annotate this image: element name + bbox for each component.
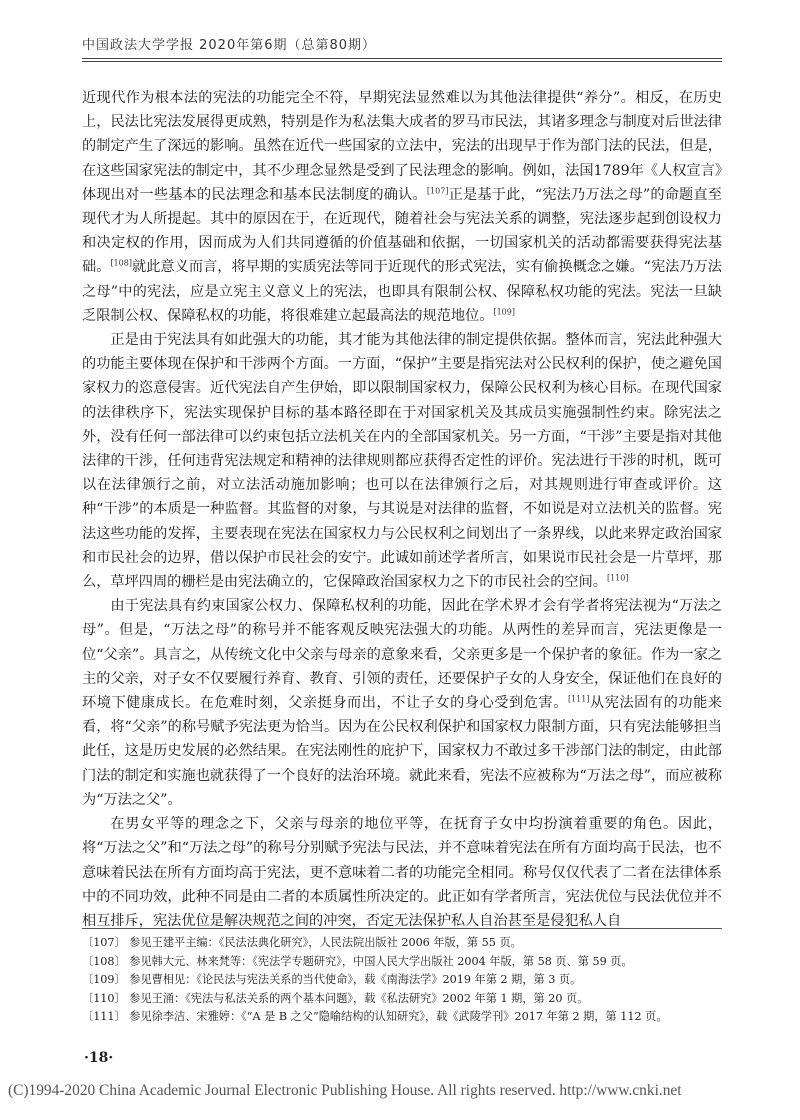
- paragraph-text: 从宪法固有的功能来看，将“父亲”的称号赋予宪法更为恰当。因为在公民权利保护和国家权力限制方面，只有宪法能够担当此任，这是历史发展的必然结果。在宪法刚性的庇护下，国家权力不敢过多干涉部门法的制定，由此部门法的制定和实施也就获得了一个良好的法治环境。就此来看，宪法不应被称为“万法之母”，而应被称为“万法之父”。: [82, 695, 722, 808]
- body-paragraph: [82, 86, 722, 328]
- paragraph-text: 就此意义而言，将早期的实质宪法等同于近现代的形式宪法，实有偷换概念之嫌。“宪法乃万法之母”中的宪法，应是立宪主义意义上的宪法，也即具有限制公权、保障私权功能的宪法。宪法一旦缺乏限制公权、保障私权的功能，将很难建立起最高法的规范地位。: [82, 259, 722, 324]
- footnote-reference: [110]: [606, 573, 629, 583]
- footnotes-section: [82, 934, 722, 1027]
- footnote-110: 〔110〕 参见王涌：《宪法与私法关系的两个基本问题》，载《私法研究》2002 年第 1 期，第 20 页。: [82, 991, 589, 1005]
- copyright-notice: (C)1994-2020 China Academic Journal Electronic Publishing House. All rights reserved. http://www.cnki.net: [8, 1082, 682, 1099]
- running-header: 中国政法大学学报 2020年第6期（总第80期）: [82, 38, 377, 53]
- paragraph-text: 由于宪法具有约束国家公权力、保障私权利的功能，因此在学术界才会有学者将宪法视为“万法之母”。但是，“万法之母”的称号并不能客观反映宪法强大的功能。从两性的差异而言，宪法更像是一位“父亲”。具言之，从传统文化中父亲与母亲的意象来看，父亲更多是一个保护者的象征。作为一家之主的父亲，对子女不仅要履行养育、教育、引领的责任，还要保护子女的人身安全，保证他们在良好的环境下健康成长。在危难时刻，父亲挺身而出，不让子女的身心受到危害。: [82, 598, 722, 712]
- body-paragraph: [82, 328, 722, 594]
- article-body: [82, 86, 722, 933]
- footnote-rule: [82, 928, 722, 929]
- footnote-reference: [108]: [110, 258, 132, 268]
- footnote-reference: [111]: [567, 694, 590, 704]
- paragraph-text: 近现代作为根本法的宪法的功能完全不符，早期宪法显然难以为其他法律提供“养分”。相反，在历史上，民法比宪法发展得更成熟，特别是作为私法集大成者的罗马市民法，其诸多理念与制度对后世法律的制定产生了深远的影响。虽然在近代一些国家的立法中，宪法的出现早于作为部门法的民法，但是，在这些国家宪法的制定中，其不少理念显然是受到了民法理念的影响。例如，法国1789年《人权宣言》体现出对一些基本的民法理念和基本民法制度的确认。: [82, 90, 722, 203]
- footnote-111: 〔111〕 参见徐李洁、宋雅婷：《“A 是 B 之父”隐喻结构的认知研究》，载《武陵学刊》2017 年第 2 期，第 112 页。: [82, 1010, 668, 1024]
- footnote-109: 〔109〕 参见曹相见：《论民法与宪法关系的当代使命》，载《南海法学》2019 年第 2 期，第 3 页。: [82, 973, 582, 987]
- paragraph-text: 正是基于此，“宪法乃万法之母”的命题直至现代才为人所提起。其中的原因在于，在近现代，随着社会与宪法关系的调整，宪法逐步起到创设权力和决定权的作用，因而成为人们共同遵循的价值基础和依据，一切国家机关的活动都需要获得宪法基础。: [82, 186, 722, 276]
- page-number: ·18·: [84, 1050, 114, 1066]
- body-paragraph: [82, 594, 722, 812]
- footnote-108: 〔108〕 参见韩大元、林来梵等：《宪法学专题研究》，中国人民大学出版社 2004 年版，第 58 页、第 59 页。: [82, 954, 633, 968]
- footnote-reference: [109]: [493, 307, 515, 317]
- body-paragraph: [82, 812, 722, 933]
- footnote-reference: [107]: [426, 186, 449, 196]
- footnote-107: 〔107〕 参见王建平主编：《民法法典化研究》，人民法院出版社 2006 年版，第 55 页。: [82, 936, 522, 949]
- paragraph-text: 正是由于宪法具有如此强大的功能，其才能为其他法律的制定提供依据。整体而言，宪法此种强大的功能主要体现在保护和干涉两个方面。一方面，“保护”主要是指宪法对公民权利的保护，使之避免国家权力的恣意侵害。近代宪法自产生伊始，即以限制国家权力，保障公民权利为核心目标。在现代国家的法律秩序下，宪法实现保护目标的基本路径即在于对国家机关及其成员实施强制性约束。除宪法之外，没有任何一部法律可以约束包括立法机关在内的全部国家机关。另一方面，“干涉”主要是指对其他法律的干涉，任何违背宪法规定和精神的法律规则都应获得否定性的评价。宪法进行干涉的时机，既可以在法律颁行之前，对立法活动施加影响；也可以在法律颁行之后，对其规则进行审查或评价。这种“干涉”的本质是一种监督。其监督的对象，与其说是对法律的监督，不如说是对立法机关的监督。宪法这些功能的发挥，主要表现在宪法在国家权力与公民权利之间划出了一条界线，以此来界定政治国家和市民社会的边界，借以保护市民社会的安宁。此诚如前述学者所言，如果说市民社会是一片草坪，那么，草坪四周的栅栏是由宪法确立的，它保障政治国家权力之下的市民社会的空间。: [82, 332, 722, 591]
- paragraph-text: 在男女平等的理念之下，父亲与母亲的地位平等，在抚育子女中均扮演着重要的角色。因此，将“万法之父”和“万法之母”的称号分别赋予宪法与民法，并不意味着宪法在所有方面均高于民法，也不意味着民法在所有方面均高于宪法，更不意味着二者的功能完全相同。称号仅仅代表了二者在法律体系中的不同功效，此种不同是由二者的本质属性所决定的。此正如有学者所言，宪法优位与民法优位并不相互排斥，宪法优位是解决规范之间的冲突，否定无法保护私人自治甚至是侵犯私人自: [82, 816, 722, 929]
- header-rule: [82, 58, 722, 62]
